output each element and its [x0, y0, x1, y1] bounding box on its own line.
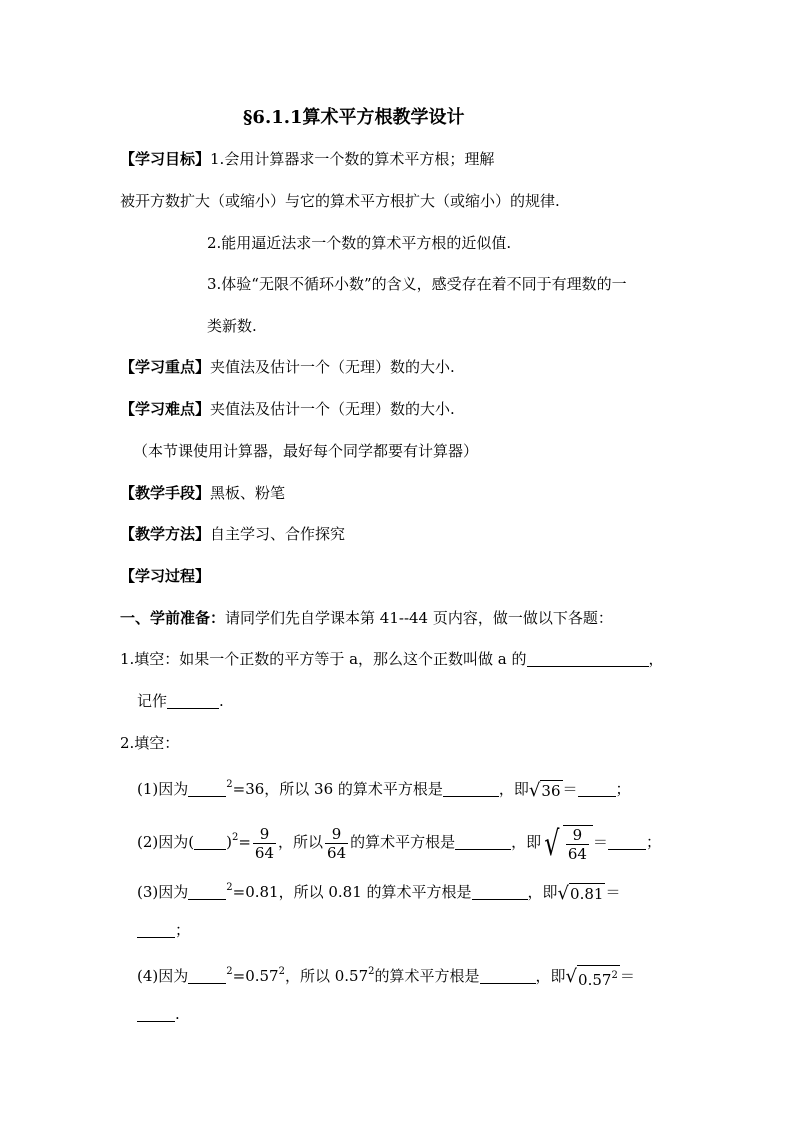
learning-difficulty-text: 夹值法及估计一个（无理）数的大小. [210, 400, 455, 418]
subquestion-3 [137, 877, 620, 905]
fraction-numerator: 9 [566, 826, 589, 845]
radicand-value: 0.57 [578, 970, 612, 989]
answer-blank[interactable] [455, 833, 511, 850]
sub4-so: ，所以 0.57 [284, 967, 369, 985]
answer-blank[interactable] [137, 921, 175, 938]
radicand: 36 [541, 782, 561, 800]
sub4-value: =0.57 [232, 967, 279, 985]
teaching-means-label: 【教学手段】 [120, 484, 211, 502]
answer-blank[interactable] [472, 883, 528, 900]
learning-difficulty [120, 398, 455, 420]
radicand [563, 825, 593, 863]
sqrt-expression [558, 882, 606, 905]
teaching-method [120, 523, 345, 545]
sub3-text: =0.81，所以 0.81 的算术平方根是 [232, 883, 472, 901]
sub2-ie: ，即 [511, 833, 542, 851]
equals-sign: ＝ [619, 967, 635, 985]
pre-study-text: 请同学们先自学课本第 41--44 页内容，做一做以下各题： [225, 609, 613, 627]
square-exponent: 2 [231, 832, 239, 843]
sub4-text: 的算术平方根是 [374, 967, 480, 985]
sub2-prefix: (2)因为( [137, 833, 195, 851]
fraction [253, 825, 276, 862]
goal-item3-continued: 类新数. [207, 317, 257, 335]
semicolon: ； [615, 780, 631, 798]
semicolon: ； [645, 833, 661, 851]
sub3-ie: ，即 [527, 883, 558, 901]
equals-sign: = [238, 833, 251, 851]
learning-process-label: 【学习过程】 [120, 567, 211, 585]
answer-blank[interactable] [527, 650, 649, 667]
page-title: §6.1.1算术平方根教学设计 [243, 107, 465, 128]
answer-blank[interactable] [480, 967, 536, 984]
teaching-method-label: 【教学方法】 [120, 525, 211, 543]
fraction-denominator: 64 [327, 843, 347, 862]
sqrt-expression [529, 779, 563, 802]
square-exponent: 2 [368, 966, 375, 977]
fraction [325, 825, 348, 862]
subquestion-1 [137, 774, 631, 802]
notation-label: 记作 [137, 692, 168, 710]
square-exponent: 2 [278, 966, 285, 977]
fraction-numerator: 9 [253, 825, 276, 844]
sub1-ie: ，即 [498, 780, 529, 798]
radicand: 0.81 [570, 885, 604, 903]
question-1-notation [137, 690, 224, 712]
answer-blank[interactable] [188, 780, 226, 797]
equals-sign: ＝ [605, 883, 621, 901]
notation-period: . [219, 692, 224, 710]
answer-blank[interactable] [608, 833, 646, 850]
answer-blank[interactable] [578, 780, 616, 797]
sub2-text: 的算术平方根是 [350, 833, 456, 851]
sub3-prefix: (3)因为 [137, 883, 189, 901]
pre-study-line [120, 607, 613, 629]
semicolon: ； [175, 921, 191, 939]
teaching-means-text: 黑板、粉笔 [210, 484, 286, 502]
subquestion-2 [137, 818, 661, 864]
subquestion-4 [137, 961, 635, 990]
fraction-numerator: 9 [325, 825, 348, 844]
sqrt-expression [566, 965, 620, 990]
answer-blank[interactable] [137, 1005, 175, 1022]
square-exponent: 2 [611, 969, 618, 981]
radicand [577, 965, 620, 990]
answer-blank[interactable] [188, 883, 226, 900]
teaching-method-text: 自主学习、合作探究 [210, 525, 346, 543]
fraction [566, 826, 589, 863]
question-2-label: 2.填空： [120, 734, 180, 752]
square-exponent: 2 [226, 966, 233, 977]
goal-item1-text: 1.会用计算器求一个数的算术平方根；理解 [210, 150, 495, 168]
sub2-so: ，所以 [278, 833, 324, 851]
answer-blank[interactable] [443, 780, 499, 797]
radical-sign: √ [557, 882, 570, 904]
sub4-prefix: (4)因为 [137, 967, 189, 985]
goal-item2: 2.能用逼近法求一个数的算术平方根的近似值. [207, 234, 512, 252]
square-exponent: 2 [226, 882, 233, 893]
teaching-means [120, 482, 285, 504]
square-exponent: 2 [226, 779, 233, 790]
learning-goals-line1 [120, 148, 494, 170]
goal-item1-continued: 被开方数扩大（或缩小）与它的算术平方根扩大（或缩小）的规律. [120, 192, 560, 210]
goal-item3: 3.体验“无限不循环小数”的含义，感受存在着不同于有理数的一 [207, 275, 627, 293]
subquestion-4-continued [137, 1003, 180, 1025]
sub1-prefix: (1)因为 [137, 780, 189, 798]
radical-sign: √ [544, 823, 560, 864]
sub4-ie: ，即 [535, 967, 566, 985]
radical-sign: √ [528, 779, 541, 801]
period: . [175, 1005, 180, 1023]
question-1 [120, 648, 664, 670]
answer-blank[interactable] [194, 833, 226, 850]
subquestion-3-continued [137, 919, 190, 941]
pre-study-label: 一、学前准备： [120, 609, 226, 627]
calculator-note: （本节课使用计算器，最好每个同学都要有计算器） [133, 442, 479, 460]
fraction-denominator: 64 [567, 844, 587, 863]
question-1-comma: ， [648, 650, 664, 668]
learning-difficulty-label: 【学习难点】 [120, 400, 211, 418]
radical-sign: √ [565, 966, 578, 987]
equals-sign: ＝ [562, 780, 578, 798]
answer-blank[interactable] [167, 692, 219, 709]
learning-focus-label: 【学习重点】 [120, 358, 211, 376]
equals-sign: ＝ [592, 833, 608, 851]
close-paren: ) [226, 833, 232, 851]
sub1-text: =36，所以 36 的算术平方根是 [232, 780, 443, 798]
learning-goals-label: 【学习目标】 [120, 150, 211, 168]
question-1-text: 1.填空：如果一个正数的平方等于 a，那么这个正数叫做 a 的 [120, 650, 527, 668]
learning-focus-text: 夹值法及估计一个（无理）数的大小. [210, 358, 455, 376]
answer-blank[interactable] [188, 967, 226, 984]
learning-focus [120, 356, 455, 378]
sqrt-expression [541, 823, 593, 864]
fraction-denominator: 64 [254, 843, 275, 862]
